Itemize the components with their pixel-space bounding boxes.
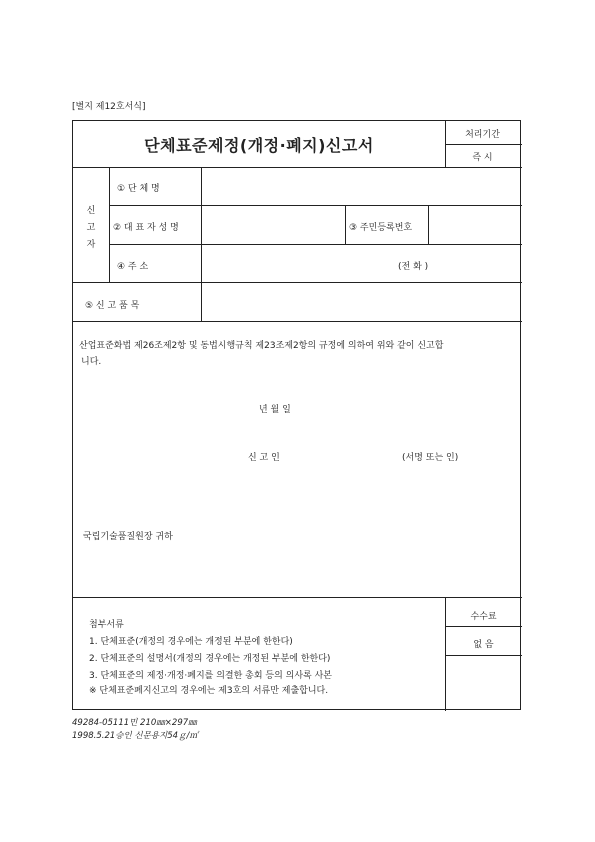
signature-note: (서명 또는 인) xyxy=(402,453,459,463)
processing-period-label: 처리기간 xyxy=(465,130,500,140)
report-item-field[interactable] xyxy=(203,284,520,319)
processing-period-value: 즉 시 xyxy=(472,153,493,163)
divider xyxy=(109,205,522,206)
attachment-note: ※ 단체표준폐지신고의 경우에는 제3호의 서류만 제출합니다. xyxy=(89,686,329,696)
report-form xyxy=(72,120,521,710)
divider xyxy=(73,597,522,598)
org-name-label: ① 단 체 명 xyxy=(117,184,160,194)
address-field[interactable] xyxy=(203,246,520,280)
form-title: 단체표준제정(개정·폐지)신고서 xyxy=(144,135,374,155)
attachment-item: 1. 단체표준(개정의 경우에는 개정된 부분에 한한다) xyxy=(89,637,293,647)
address-label: ④ 주 소 xyxy=(117,262,149,272)
form-reference: [별지 제12호서식] xyxy=(72,102,146,112)
attachment-item: 3. 단체표준의 제정·개정·폐지를 의결한 총회 등의 의사록 사본 xyxy=(89,671,332,681)
divider xyxy=(445,626,522,627)
resident-number-field[interactable] xyxy=(430,207,520,242)
reporter-label-char: 신 xyxy=(86,206,96,216)
resident-number-label: ③ 주민등록번호 xyxy=(349,223,413,233)
divider xyxy=(73,167,522,168)
divider xyxy=(109,244,522,245)
divider xyxy=(445,655,522,656)
report-item-label: ⑤ 신 고 품 목 xyxy=(85,301,140,311)
phone-label: (전 화 ) xyxy=(398,262,429,272)
fee-label: 수수료 xyxy=(470,612,497,622)
reporter-label-char: 고 xyxy=(86,223,96,233)
date-line: 년 월 일 xyxy=(259,405,291,415)
addressee: 국립기술품질원장 귀하 xyxy=(83,532,173,542)
form-code: 49284-05111민 210㎜×297㎜ xyxy=(72,718,197,728)
divider xyxy=(201,167,202,282)
fee-value: 없 음 xyxy=(473,640,494,650)
org-name-field[interactable] xyxy=(203,169,520,203)
approval-info: 1998.5.21승인 신문용지54ｇ/㎡ xyxy=(72,731,198,741)
rep-name-field[interactable] xyxy=(203,207,343,242)
reporter-label-char: 자 xyxy=(86,240,96,250)
divider xyxy=(201,282,202,321)
divider xyxy=(73,282,522,283)
divider xyxy=(109,167,110,282)
divider xyxy=(428,205,429,244)
attachments-heading: 첨부서류 xyxy=(89,620,124,630)
signer-label: 신 고 인 xyxy=(248,453,280,463)
divider xyxy=(445,144,522,145)
rep-name-label: ② 대 표 자 성 명 xyxy=(113,223,179,233)
statement-line: 산업표준화법 제26조제2항 및 동법시행규칙 제23조제2항의 규정에 의하여 위와 같이 신고합 xyxy=(79,341,444,351)
statement-line: 니다. xyxy=(81,357,102,367)
divider xyxy=(73,321,522,322)
reporter-label xyxy=(73,203,109,254)
attachment-item: 2. 단체표준의 설명서(개정의 경우에는 개정된 부분에 한한다) xyxy=(89,654,331,664)
divider xyxy=(345,205,346,244)
